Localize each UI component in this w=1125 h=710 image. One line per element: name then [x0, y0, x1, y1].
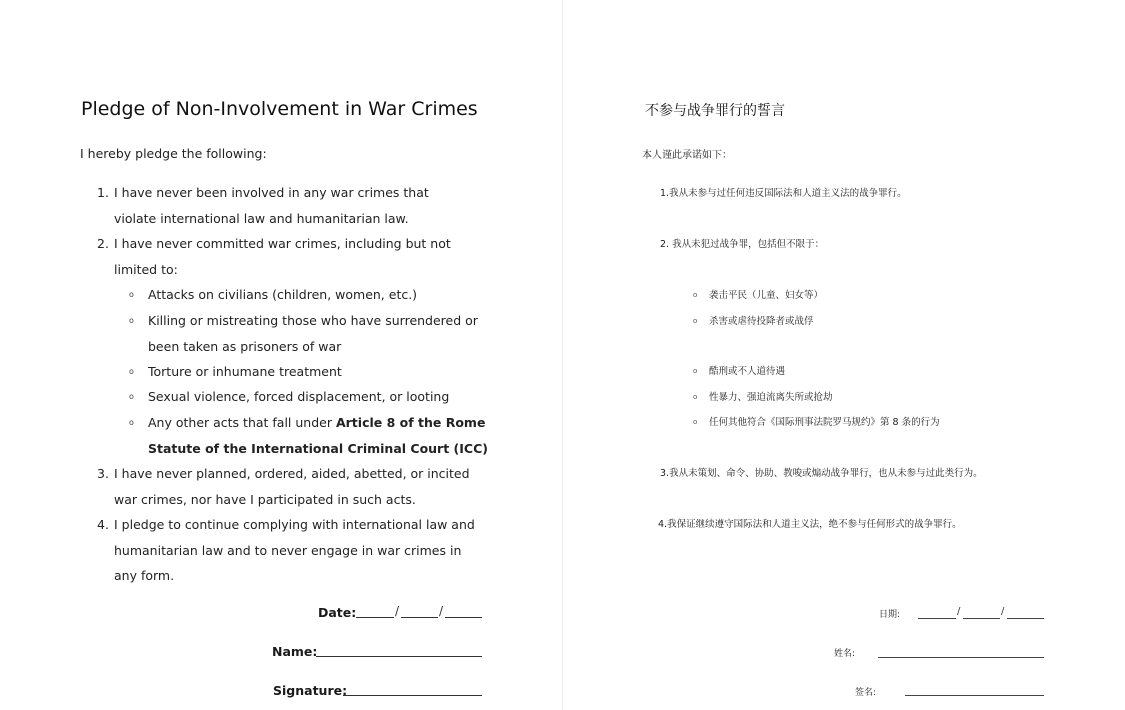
item-number: 3.	[97, 466, 109, 481]
en-subitem-3	[129, 359, 489, 385]
item-number: 4.	[97, 517, 109, 532]
en-intro: I hereby pledge the following:	[80, 146, 267, 161]
en-item-3	[97, 461, 497, 512]
en-subitem-4	[129, 384, 489, 410]
zh-date-label: 日期:	[879, 610, 901, 620]
zh-subitem-4: 性暴力、强迫流离失所或抢劫	[709, 392, 833, 403]
date-separator: /	[395, 604, 400, 618]
subitem-text: Attacks on civilians (children, women, etc.)	[148, 287, 418, 302]
zh-date-year-field[interactable]	[1007, 618, 1044, 619]
zh-item-1: 1.我从未参与过任何违反国际法和人道主义法的战争罪行。	[660, 188, 907, 199]
en-item-4	[97, 512, 497, 589]
item-number: 1.	[97, 185, 109, 200]
bullet-icon: o	[693, 367, 698, 375]
en-title: Pledge of Non-Involvement in War Crimes	[81, 98, 478, 120]
zh-item-2: 2. 我从未犯过战争罪，包括但不限于：	[660, 239, 825, 250]
item-text: I have never planned, ordered, aided, abetted, or incited war crimes, nor have I participated in such acts.	[114, 466, 470, 507]
item-text: I pledge to continue complying with international law and humanitarian law and to never engage in war crimes in any form.	[114, 517, 475, 583]
en-date-month-field[interactable]	[401, 617, 438, 618]
bullet-icon: o	[129, 367, 134, 376]
zh-date-day-field[interactable]	[918, 618, 956, 619]
subitem-text: Torture or inhumane treatment	[148, 364, 342, 379]
zh-subitem-1: 袭击平民（儿童、妇女等）	[709, 290, 824, 301]
zh-item-4: 4.我保证继续遵守国际法和人道主义法，绝不参与任何形式的战争罪行。	[658, 519, 962, 530]
rome-statute-reference: Article 8 of the Rome Statute of the International Criminal Court (ICC)	[148, 415, 488, 456]
date-separator: /	[957, 606, 961, 617]
subitem-prefix: Any other acts that fall under	[148, 415, 336, 430]
zh-subitem-3: 酷刑或不人道待遇	[709, 366, 786, 377]
en-date-day-field[interactable]	[356, 617, 394, 618]
en-subitem-5	[129, 410, 489, 461]
en-name-label: Name:	[272, 644, 318, 659]
zh-name-field[interactable]	[878, 657, 1044, 658]
item-text: I have never committed war crimes, including but not limited to:	[114, 236, 451, 277]
bullet-icon: o	[693, 317, 698, 325]
zh-signature-label: 签名:	[855, 688, 877, 698]
subitem-text: Killing or mistreating those who have surrendered or been taken as prisoners of war	[148, 313, 478, 354]
zh-title: 不参与战争罪行的誓言	[645, 103, 785, 119]
bullet-icon: o	[693, 291, 698, 299]
zh-intro: 本人谨此承诺如下：	[642, 150, 732, 161]
bullet-icon: o	[693, 418, 698, 426]
date-separator: /	[439, 604, 444, 618]
bullet-icon: o	[693, 393, 698, 401]
en-date-label: Date:	[318, 605, 357, 620]
zh-name-label: 姓名:	[834, 649, 856, 659]
zh-subitem-2: 杀害或虐待投降者或战俘	[709, 316, 814, 327]
bullet-icon: o	[129, 418, 134, 427]
bullet-icon: o	[129, 316, 134, 325]
zh-item-3: 3.我从未策划、命令、协助、教唆或煽动战争罪行，也从未参与过此类行为。	[660, 468, 983, 479]
zh-subitem-5: 任何其他符合《国际刑事法院罗马规约》第 8 条的行为	[709, 417, 940, 428]
en-date-year-field[interactable]	[445, 617, 482, 618]
bullet-icon: o	[129, 392, 134, 401]
zh-signature-field[interactable]	[905, 695, 1044, 696]
en-signature-field[interactable]	[343, 695, 482, 696]
en-signature-label: Signature:	[273, 683, 348, 698]
en-item-2	[97, 231, 497, 282]
date-separator: /	[1001, 606, 1005, 617]
zh-date-month-field[interactable]	[963, 618, 1000, 619]
item-number: 2.	[97, 236, 109, 251]
item-text: I have never been involved in any war crimes that violate international law and humanitarian law.	[114, 185, 429, 226]
en-name-field[interactable]	[316, 656, 482, 657]
en-item-1	[97, 180, 497, 231]
bullet-icon: o	[129, 290, 134, 299]
en-subitem-2	[129, 308, 489, 359]
subitem-text: Sexual violence, forced displacement, or looting	[148, 389, 450, 404]
en-subitem-1	[129, 282, 489, 308]
subitem-text	[129, 410, 493, 461]
